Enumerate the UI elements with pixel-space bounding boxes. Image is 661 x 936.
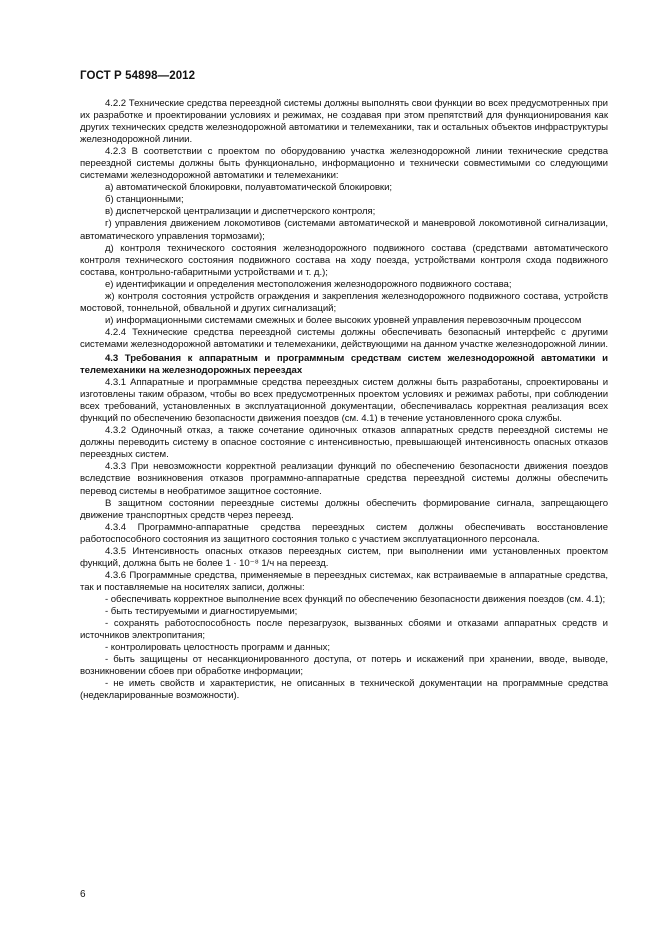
list-item-a: а) автоматической блокировки, полуавтоматической блокировки;	[105, 182, 392, 194]
dash-item-reboot: - сохранять работоспособность после перезагрузок, вызванных сбоями и отказами аппаратных средств и источников электропитания;	[80, 618, 608, 642]
paragraph-4-3-4: 4.3.4 Программно-аппаратные средства переездных систем должны обеспечивать восстановление работоспособного состояния из защитного состояния только с участием эксплуатационного персонала.	[80, 521, 608, 545]
paragraph-4-3-6: 4.3.6 Программные средства, применяемые в переездных системах, как встраиваемые в аппаратные средства, так и поставляемые на носителях записи, должны:	[80, 569, 608, 593]
dash-item-testable: - быть тестируемыми и диагностируемыми;	[105, 605, 298, 617]
list-item-zh: ж) контроля состояния устройств ограждения и закрепления железнодорожного подвижного состава, устройств мостовой, тоннельной, обвальной и других сигнализаций;	[80, 290, 608, 314]
dash-item-undeclared: - не иметь свойств и характеристик, не описанных в технической документации на программные средства (недекларированные возможности).	[80, 678, 608, 702]
paragraph-4-3-3-protective: В защитном состоянии переездные системы должны обеспечить формирование сигнала, запрещающего движение транспортных средств через переезд.	[80, 497, 608, 521]
page-number: 6	[80, 889, 86, 900]
paragraph-4-3-5: 4.3.5 Интенсивность опасных отказов переездных систем, при выполнении ими установленных проектом функций, должна быть не более 1 · 10⁻⁸ 1/ч на переезд.	[80, 545, 608, 569]
list-item-d: д) контроля технического состояния железнодорожного подвижного состава (средствами автоматического контроля технического состояния подвижного состава на ходу поезда, устройствами контроля схода подвижного состава, контрольно-габаритными устройствами и т. д.);	[80, 242, 608, 278]
list-item-b: б) станционными;	[105, 194, 184, 206]
paragraph-4-3-2: 4.3.2 Одиночный отказ, а также сочетание одиночных отказов аппаратных средств переездной системы не должны переводить систему в опасное состояние с интенсивностью, превышающей интенсивность опасных отказов переездных систем.	[80, 425, 608, 461]
dash-item-integrity: - контролировать целостность программ и данных;	[105, 642, 331, 654]
list-item-i: и) информационными системами смежных и более высоких уровней управления перевозочным процессом	[105, 314, 582, 326]
dash-item-protection: - быть защищены от несанкционированного доступа, от потерь и искажений при хранении, вводе, выводе, возникновении сбоев при обработке информации;	[80, 654, 608, 678]
list-item-e: е) идентификации и определения местоположения железнодорожного подвижного состава;	[105, 278, 512, 290]
document-body	[80, 98, 608, 702]
paragraph-4-3-1: 4.3.1 Аппаратные и программные средства переездных систем должны быть разработаны, спроектированы и изготовлены таким образом, чтобы во всех предусмотренных проектом условиях и режимах работы, при соблюдении всех требований, установленных в эксплуатационной документации, обеспечивалась корректная реализация всех функций по обеспечению безопасности движения поездов (см. 4.1) в течение установленного срока службы.	[80, 377, 608, 425]
paragraph-4-2-4: 4.2.4 Технические средства переездной системы должны обеспечивать безопасный интерфейс с другими системами железнодорожной автоматики и телемеханики, действующими на данном участке железнодорожной линии.	[80, 326, 608, 350]
document-header: ГОСТ Р 54898—2012	[80, 70, 196, 82]
paragraph-4-3-3: 4.3.3 При невозможности корректной реализации функций по обеспечению безопасности движения поездов вследствие возникновения отказов программно-аппаратные средства переездной системы должны обеспечить перевод системы в необратимое защитное состояние.	[80, 461, 608, 497]
list-item-v: в) диспетчерской централизации и диспетчерского контроля;	[105, 206, 376, 218]
paragraph-4-2-2: 4.2.2 Технические средства переездной системы должны выполнять свои функции во всех предусмотренных при их разработке и проектировании условиях и режимах, не создавая при этом препятствий для функционирования как других технических средств железнодорожной автоматики и телемеханики, так и остальных объектов инфраструктуры железнодорожной линии.	[80, 98, 608, 146]
dash-item-functions: - обеспечивать корректное выполнение всех функций по обеспечению безопасности движения поездов (см. 4.1);	[105, 593, 606, 605]
section-heading-4-3: 4.3 Требования к аппаратным и программным средствам систем железнодорожной автоматики и телемеханики на железнодорожных переездах	[80, 352, 608, 377]
list-item-g: г) управления движением локомотивов (системами автоматической и маневровой локомотивной сигнализации, автоматического управления тормозами);	[80, 218, 608, 242]
paragraph-4-2-3: 4.2.3 В соответствии с проектом по оборудованию участка железнодорожной линии технические средства переездной системы должны быть функционально, информационно и технически совместимыми со следующими системами железнодорожной автоматики и телемеханики:	[80, 146, 608, 182]
